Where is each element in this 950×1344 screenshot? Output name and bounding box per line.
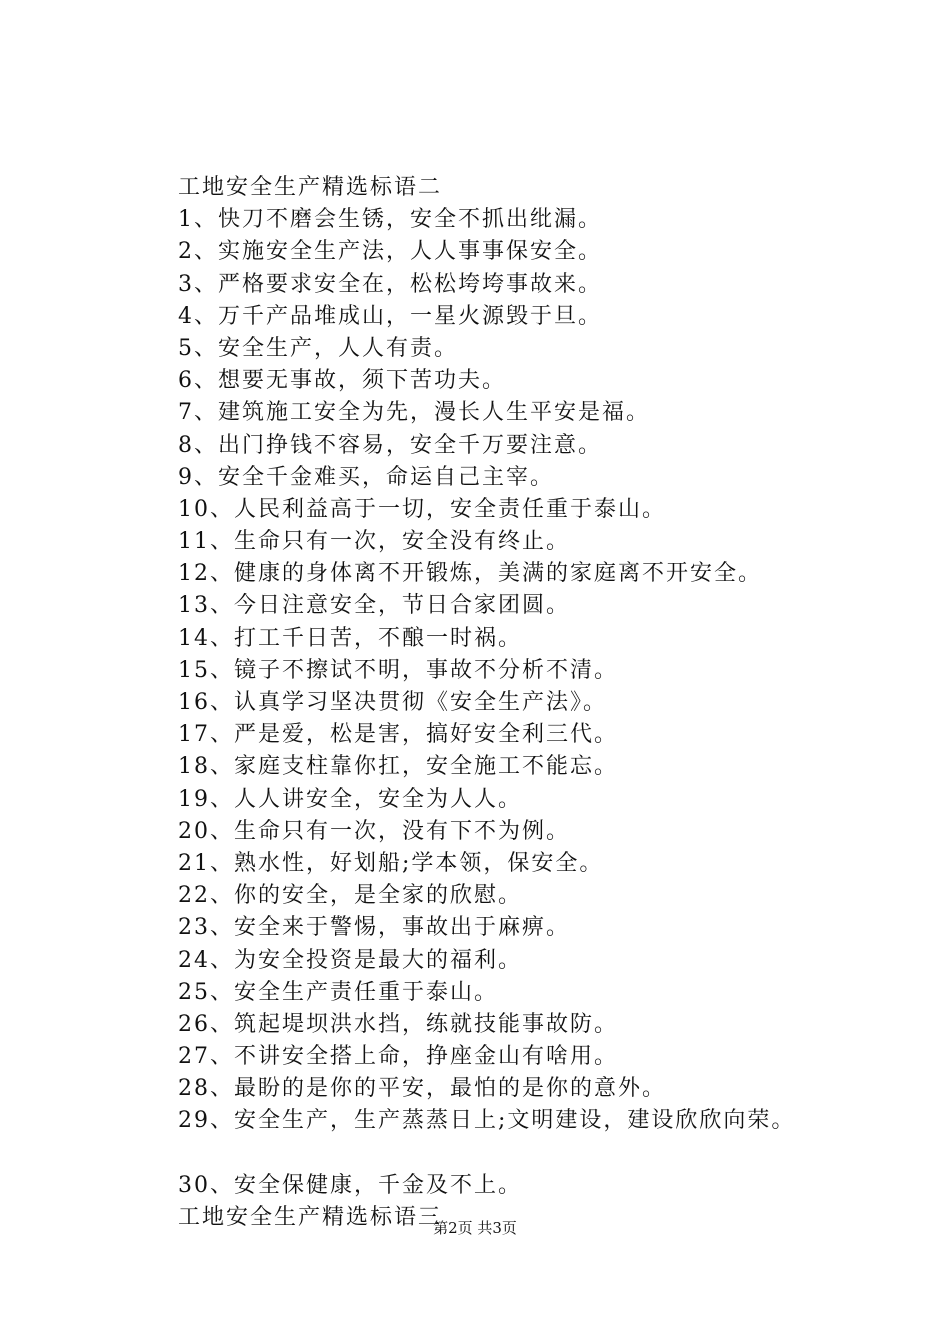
slogan-item: 26、筑起堤坝洪水挡，练就技能事故防。 bbox=[178, 1011, 618, 1037]
slogan-item: 15、镜子不擦试不明，事故不分析不清。 bbox=[178, 657, 618, 683]
slogan-item: 4、万千产品堆成山，一星火源毁于旦。 bbox=[178, 303, 602, 329]
slogan-item: 12、健康的身体离不开锻炼，美满的家庭离不开安全。 bbox=[178, 561, 762, 587]
slogan-item: 7、建筑施工安全为先，漫长人生平安是福。 bbox=[178, 400, 650, 426]
page-number-footer: 第2页 共3页 bbox=[433, 1219, 517, 1237]
slogan-item: 6、想要无事故，须下苦功夫。 bbox=[178, 368, 506, 394]
slogan-item: 5、安全生产，人人有责。 bbox=[178, 335, 458, 361]
slogan-item: 1、快刀不磨会生锈，安全不抓出纰漏。 bbox=[178, 207, 602, 233]
slogan-item: 21、熟水性，好划船;学本领，保安全。 bbox=[178, 850, 604, 876]
slogan-item: 23、安全来于警惕，事故出于麻痹。 bbox=[178, 915, 570, 941]
slogan-item: 14、打工千日苦，不酿一时祸。 bbox=[178, 625, 522, 651]
slogan-item: 24、为安全投资是最大的福利。 bbox=[178, 947, 522, 973]
slogan-item: 10、人民利益高于一切，安全责任重于泰山。 bbox=[178, 496, 666, 522]
slogan-item: 20、生命只有一次，没有下不为例。 bbox=[178, 818, 570, 844]
slogan-item: 30、安全保健康，千金及不上。 bbox=[178, 1172, 522, 1198]
slogan-item: 18、家庭支柱靠你扛，安全施工不能忘。 bbox=[178, 754, 618, 780]
section-heading: 工地安全生产精选标语二 bbox=[178, 175, 443, 200]
document-body bbox=[178, 172, 918, 1234]
slogan-item: 19、人人讲安全，安全为人人。 bbox=[178, 786, 522, 812]
slogan-item: 17、严是爱，松是害，搞好安全利三代。 bbox=[178, 722, 618, 748]
slogan-item: 28、最盼的是你的平安，最怕的是你的意外。 bbox=[178, 1076, 666, 1102]
slogan-item: 3、严格要求安全在，松松垮垮事故来。 bbox=[178, 271, 602, 297]
slogan-item: 25、安全生产责任重于泰山。 bbox=[178, 979, 498, 1005]
slogan-item: 2、实施安全生产法，人人事事保安全。 bbox=[178, 239, 602, 265]
blank-line bbox=[178, 1138, 918, 1170]
slogan-item: 29、安全生产，生产蒸蒸日上;文明建设，建设欣欣向荣。 bbox=[178, 1108, 796, 1134]
slogan-item: 8、出门挣钱不容易，安全千万要注意。 bbox=[178, 432, 602, 458]
section-heading: 工地安全生产精选标语三 bbox=[178, 1204, 443, 1230]
slogan-item: 27、不讲安全搭上命，挣座金山有啥用。 bbox=[178, 1044, 618, 1070]
slogan-item: 11、生命只有一次，安全没有终止。 bbox=[178, 529, 570, 555]
slogan-item: 9、安全千金难买，命运自己主宰。 bbox=[178, 464, 554, 490]
slogan-item: 22、你的安全，是全家的欣慰。 bbox=[178, 883, 522, 909]
slogan-item: 16、认真学习坚决贯彻《安全生产法》。 bbox=[178, 690, 607, 715]
slogan-item: 13、今日注意安全，节日合家团圆。 bbox=[178, 593, 570, 619]
slogan-list bbox=[178, 204, 918, 1137]
